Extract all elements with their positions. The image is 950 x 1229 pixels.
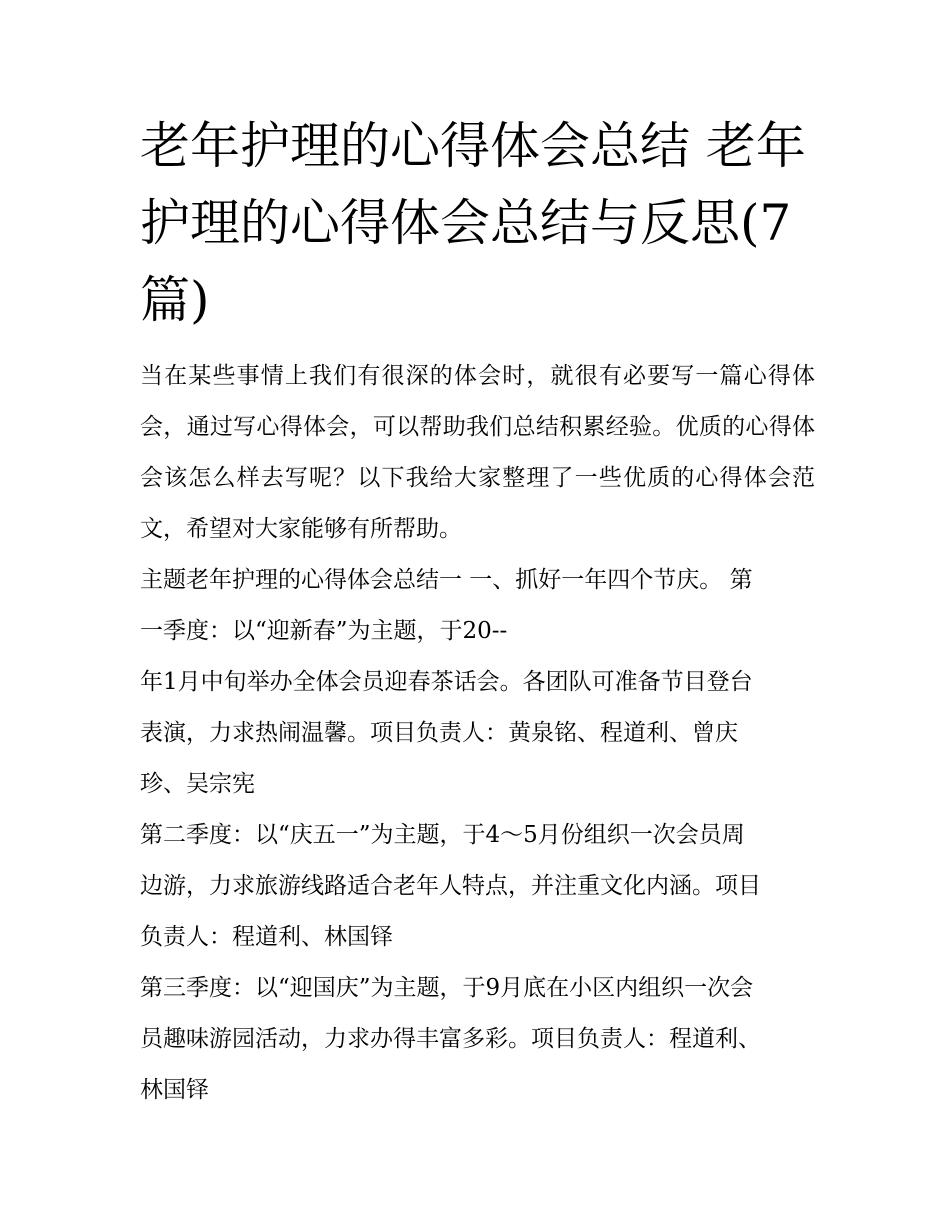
body-line: 第二季度：以“庆五一”为主题，于4～5月份组织一次会员周 xyxy=(140,822,745,848)
body-line: 边游，力求旅游线路适合老年人特点，并注重文化内涵。项目 xyxy=(140,873,761,899)
document-page xyxy=(140,108,815,1116)
body-line: 年1月中旬举办全体会员迎春茶话会。各团队可准备节目登台 xyxy=(140,669,753,695)
body-line: 第三季度：以“迎国庆”为主题，于9月底在小区内组织一次会 xyxy=(140,975,754,1001)
body-lines xyxy=(140,555,815,1116)
body-line: 负责人：程道利、林国铎 xyxy=(140,924,393,950)
body-line: 林国铎 xyxy=(140,1077,209,1103)
body-line: 表演，力求热闹温馨。项目负责人：黄泉铭、程道利、曾庆 xyxy=(140,720,738,746)
body-line: 珍、吴宗宪 xyxy=(140,771,255,797)
body-line: 一季度：以“迎新春”为主题，于20-- xyxy=(140,618,508,644)
document-title: 老年护理的心得体会总结 老年护理的心得体会总结与反思(7篇) xyxy=(140,117,806,329)
intro-paragraph: 当在某些事情上我们有很深的体会时，就很有必要写一篇心得体会，通过写心得体会，可以帮助我们总结积累经验。优质的心得体会该怎么样去写呢？以下我给大家整理了一些优质的心得体会范文，希望对大家能够有所帮助。 xyxy=(140,363,815,542)
body-line: 主题老年护理的心得体会总结一 一、抓好一年四个节庆。 第 xyxy=(140,567,753,593)
body-line: 员趣味游园活动，力求办得丰富多彩。项目负责人：程道利、 xyxy=(140,1026,761,1052)
